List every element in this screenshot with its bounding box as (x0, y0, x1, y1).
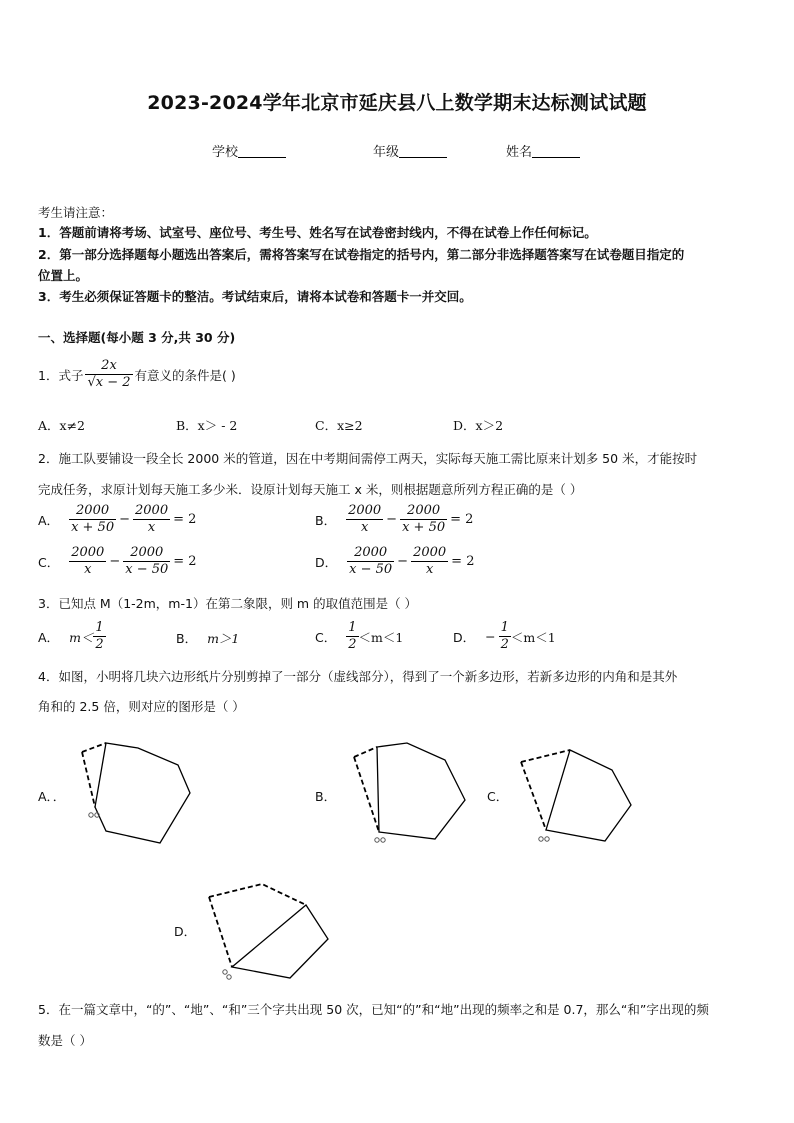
q3a-num: 1 (95, 620, 104, 635)
question-1 (38, 358, 236, 391)
q3-option-a (38, 620, 106, 653)
q3-label-a: A． (38, 629, 60, 645)
q2-option-d: D． $\frac{2000}{x - 50}$ − $\frac{2000}{x}$ = 2 (315, 545, 475, 577)
q1-option-c: C．x≥2 (315, 418, 363, 433)
q2d-rhs: = 2 (451, 554, 475, 569)
q2-label-a: A． (38, 512, 60, 528)
page-title: 2023-2024学年北京市延庆县八上数学期末达标测试试题 (147, 92, 647, 114)
q2b-n2: 2000 (407, 503, 441, 518)
q5-line-2: 数是（ ） (38, 1033, 92, 1048)
q2a-rhs: = 2 (173, 512, 197, 527)
q2-line-2: 完成任务，求原计划每天施工多少米．设原计划每天施工 x 米，则根据题意所列方程正确的是（ ） (38, 482, 583, 497)
q2-option-b: B． $\frac{2000}{x}$ − $\frac{2000}{x + 50}$ = 2 (315, 503, 474, 535)
q3d-den: 2 (500, 637, 509, 652)
name-label: 姓名 (506, 145, 533, 160)
section-heading: 一、选择题(每小题 3 分,共 30 分) (38, 330, 236, 345)
q2-label-c: C． (38, 554, 60, 570)
figure-a-polygon (70, 735, 200, 855)
q1-option-b: B．x＞ - 2 (176, 418, 238, 433)
q2d-d2: x (411, 561, 448, 578)
q1-suffix: 有意义的条件是( ) (134, 367, 236, 383)
q1-fraction (85, 358, 132, 391)
q2c-n1: 2000 (71, 545, 105, 560)
grade-blank (399, 145, 447, 158)
q3-option-b (176, 629, 239, 647)
q3c-post: ＜m＜1 (358, 629, 404, 645)
q2c-d1: x (69, 561, 106, 578)
q4-label-d: D． (174, 924, 197, 939)
figure-d-polygon (200, 875, 340, 985)
q1-denominator: √x − 2 (87, 375, 131, 390)
q4-label-c: C． (487, 789, 509, 804)
notice-heading: 考生请注意： (38, 205, 114, 220)
q3d-post: ＜m＜1 (510, 629, 556, 645)
q3d-num: 1 (500, 620, 509, 635)
q3-option-c (315, 620, 403, 653)
q3a-pre: m＜ (69, 629, 94, 645)
q2-option-c: C． $\frac{2000}{x}$ − $\frac{2000}{x - 50}$ = 2 (38, 545, 197, 577)
q2-label-b: B． (315, 512, 337, 528)
q1-option-d: D．x＞2 (453, 418, 504, 433)
q1-numerator: 2x (101, 358, 117, 373)
q2b-d1: x (346, 519, 383, 536)
school-label: 学校 (212, 145, 239, 160)
q4-label-b: B． (315, 789, 337, 804)
q3-label-d: D． (453, 629, 476, 645)
q2c-rhs: = 2 (173, 554, 197, 569)
q2-label-d: D． (315, 554, 338, 570)
q2-line-1: 2．施工队要铺设一段全长 2000 米的管道，因在中考期间需停工两天，实际每天施工需比原来计划多 50 米，才能按时 (38, 451, 698, 466)
q5-line-1: 5．在一篇文章中，“的”、“地”、“和”三个字共出现 50 次，已知“的”和“地”出现的频率之和是 0.7，那么“和”字出现的频 (38, 1002, 709, 1017)
grade-label: 年级 (373, 145, 400, 160)
q2d-n2: 2000 (413, 545, 447, 560)
school-blank (238, 145, 286, 158)
q2d-d1: x − 50 (349, 562, 393, 577)
q3c-num: 1 (348, 620, 357, 635)
q3-option-d (453, 620, 556, 653)
q2c-n2: 2000 (130, 545, 164, 560)
notice-item-2-cont: 位置上。 (38, 268, 89, 283)
notice-item-3: 3．考生必须保证答题卡的整洁。考试结束后，请将本试卷和答题卡一并交回。 (38, 289, 472, 304)
q1-option-a: A．x≠2 (38, 418, 86, 433)
q2-option-a: A． $\frac{2000}{x + 50}$ − $\frac{2000}{x}$ = 2 (38, 503, 197, 535)
q2a-d1: x + 50 (71, 520, 115, 535)
q4-line-2: 角和的 2.5 倍，则对应的图形是（ ） (38, 699, 245, 714)
q2a-d2: x (133, 519, 170, 536)
notice-item-2: 2．第一部分选择题每小题选出答案后，需将答案写在试卷指定的括号内，第二部分非选择题答案写在试卷题目指定的 (38, 247, 685, 262)
notice-item-1: 1．答题前请将考场、试室号、座位号、考生号、姓名写在试卷密封线内，不得在试卷上作任何标记。 (38, 225, 597, 240)
q3b-text: m＞1 (207, 631, 240, 646)
q2b-n1: 2000 (348, 503, 382, 518)
q3a-den: 2 (95, 637, 104, 652)
q2c-d2: x − 50 (125, 562, 169, 577)
q2b-rhs: = 2 (450, 512, 474, 527)
q2b-d2: x + 50 (402, 520, 446, 535)
school-field (212, 141, 286, 160)
q1-prefix: 1．式子 (38, 367, 84, 383)
q2d-n1: 2000 (354, 545, 388, 560)
q4-line-1: 4．如图，小明将几块六边形纸片分别剪掉了一部分（虚线部分），得到了一个新多边形，若新多边形的内角和是其外 (38, 669, 678, 684)
q4-label-a: A．． (38, 789, 66, 804)
name-blank (532, 145, 580, 158)
grade-field (373, 141, 447, 160)
q3d-pre: − (485, 629, 496, 644)
figure-c-polygon (515, 735, 645, 845)
figure-b-polygon (345, 735, 475, 845)
q3-label-b: B． (176, 631, 198, 646)
q3-text: 3．已知点 M（1-2m，m-1）在第二象限，则 m 的取值范围是（ ） (38, 596, 418, 611)
q3c-den: 2 (348, 637, 357, 652)
q3-label-c: C． (315, 629, 337, 645)
q1-radicand: x − 2 (95, 375, 131, 390)
q2a-n2: 2000 (135, 503, 169, 518)
name-field (506, 141, 580, 160)
q2a-n1: 2000 (76, 503, 110, 518)
